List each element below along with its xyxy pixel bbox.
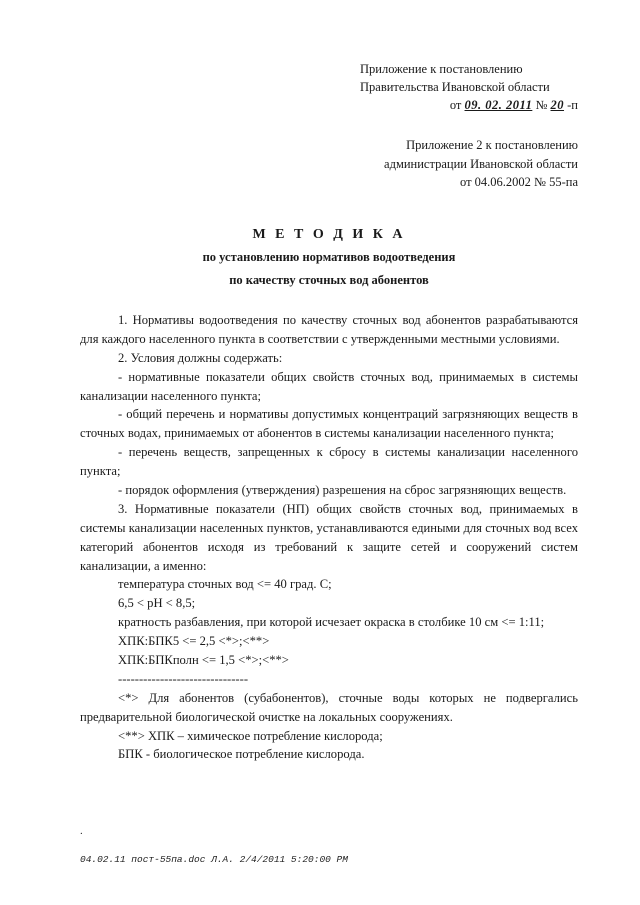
separator-dashes: ------------------------------- (118, 671, 249, 686)
document-header (360, 60, 578, 191)
paragraph-6: - порядок оформления (утверждения) разрешения на сброс загрязняющих веществ. (118, 483, 567, 498)
page-subtitle-line-1: по установлению нормативов водоотведения (202, 249, 456, 264)
footnote-3: БПК - биологическое потребление кислорода. (118, 747, 365, 762)
footnote-2: <**> ХПК – химическое потребление кислорода; (118, 728, 383, 743)
paragraph-9: 6,5 < pH < 8,5; (118, 596, 196, 611)
paragraph-7: 3. Нормативные показатели (НП) общих свойств сточных вод, принимаемых в системы канализации населенных пунктов, устанавливаются едиными для сточных вод всех категорий абонентов исходя из требований к защите сетей и сооружений систем канализации, а именно: (80, 501, 578, 573)
header-line-5: администрации Ивановской области (384, 156, 578, 171)
paragraph-2: 2. Условия должны содержать: (118, 350, 283, 365)
header-number-label: № (535, 98, 548, 113)
header-decree-line (360, 96, 578, 114)
paragraph-12: ХПК:БПКполн <= 1,5 <*>;<**> (118, 653, 289, 668)
page-title: М Е Т О Д И К А (252, 226, 406, 242)
footnote-1: <*> Для абонентов (субабонентов), сточные воды которых не подвергались предварительной биологической очистке на локальных сооружениях. (80, 690, 578, 724)
header-line-6: от 04.06.2002 № 55-па (460, 174, 578, 189)
document-body (80, 311, 578, 764)
header-number-value: 20 (550, 98, 565, 113)
header-line-2: Правительства Ивановской области (360, 80, 550, 95)
paragraph-5: - перечень веществ, запрещенных к сбросу в системы канализации населенного пункта; (80, 445, 578, 479)
header-date-value: 09. 02. 2011 (464, 98, 533, 113)
paragraph-10: кратность разбавления, при которой исчезает окраска в столбике 10 см <= 1:11; (118, 615, 545, 630)
document-footer: 04.02.11 пост-55па.doc Л.А. 2/4/2011 5:20:00 PM (80, 854, 348, 865)
paragraph-4: - общий перечень и нормативы допустимых концентраций загрязняющих веществ в сточных водах, принимаемых от абонентов в системы канализации населенного пункта; (80, 407, 578, 441)
header-line-4: Приложение 2 к постановлению (406, 138, 578, 153)
paragraph-3: - нормативные показатели общих свойств сточных вод, принимаемых в системы канализации населенного пункта; (80, 369, 578, 403)
footer-mark: . (80, 825, 83, 837)
paragraph-1: 1. Нормативы водоотведения по качеству сточных вод абонентов разрабатываются для каждого населенного пункта в соответствии с утвержденными местными условиями. (80, 313, 578, 346)
header-date-prefix: от (449, 98, 462, 113)
paragraph-8: температура сточных вод <= 40 град. С; (118, 577, 332, 592)
header-line-1: Приложение к постановлению (360, 62, 523, 76)
header-number-suffix: -п (567, 98, 578, 113)
page-subtitle-line-2: по качеству сточных вод абонентов (229, 272, 429, 287)
paragraph-11: ХПК:БПК5 <= 2,5 <*>;<**> (118, 634, 270, 649)
